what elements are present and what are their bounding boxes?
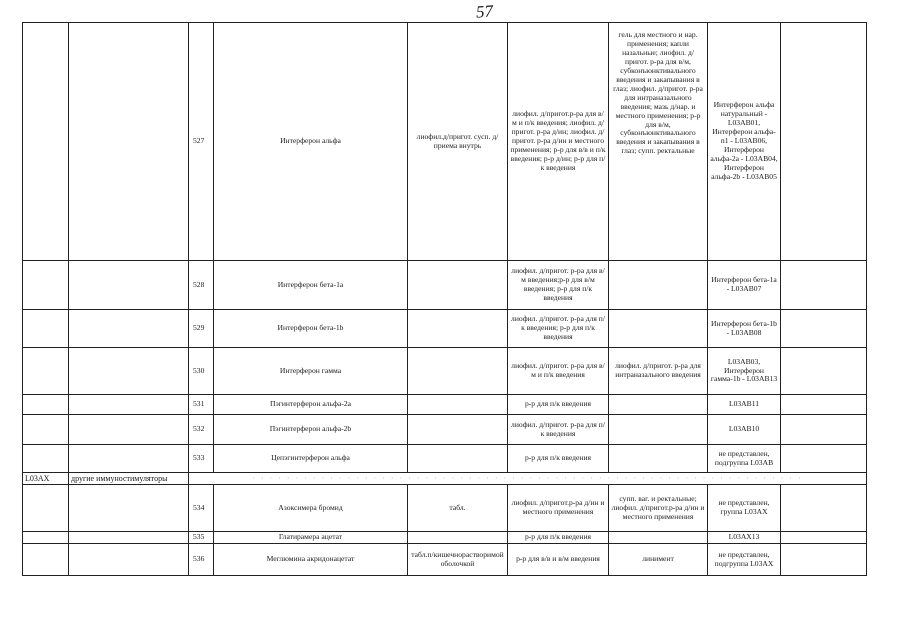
row-number: 533: [189, 445, 214, 473]
atc-code: не представлен, группа L03AX: [708, 485, 781, 532]
drug-table: [22, 22, 867, 576]
form-column-1: табл.: [408, 485, 508, 532]
form-column-3: [609, 532, 708, 544]
code-cell: [23, 445, 69, 473]
group-cell: [69, 23, 189, 261]
code-cell: [23, 532, 69, 544]
table-row: [23, 415, 867, 445]
row-number: 535: [189, 532, 214, 544]
code-cell: [23, 23, 69, 261]
atc-code: Интерферон бета-1а - L03AB07: [708, 261, 781, 310]
form-column-1: табл.п/кишечнорастворимой оболочкой: [408, 544, 508, 576]
row-number: 527: [189, 23, 214, 261]
form-column-3: [609, 445, 708, 473]
code-cell: [23, 415, 69, 445]
row-number: 529: [189, 310, 214, 348]
row-number: 530: [189, 348, 214, 395]
code-cell: [23, 485, 69, 532]
table-row: [23, 395, 867, 415]
table-row: [23, 544, 867, 576]
form-column-2: р-р для п/к введения: [508, 445, 609, 473]
table-row: [23, 310, 867, 348]
extra-cell: [781, 261, 867, 310]
form-column-3: линимент: [609, 544, 708, 576]
form-column-2: лиофил. д/пригот.р-ра д/ин и местного применения: [508, 485, 609, 532]
group-cell: [69, 415, 189, 445]
form-column-1: [408, 348, 508, 395]
group-cell: [69, 544, 189, 576]
form-column-1: [408, 261, 508, 310]
extra-cell: [781, 485, 867, 532]
table-row: [23, 348, 867, 395]
form-column-3: лиофил. д/пригот. р-ра для интраназального введения: [609, 348, 708, 395]
group-cell: [69, 532, 189, 544]
form-column-1: [408, 445, 508, 473]
extra-cell: [781, 544, 867, 576]
row-number: 532: [189, 415, 214, 445]
drug-name: Интерферон альфа: [214, 23, 408, 261]
atc-code: Интерферон бета-1b - L03AB08: [708, 310, 781, 348]
form-column-3: [609, 261, 708, 310]
form-column-3: супп. ваг. и ректальные; лиофил. д/пригот.р-ра д/ин и местного применения: [609, 485, 708, 532]
atc-code: L03AB10: [708, 415, 781, 445]
form-column-3: гель для местного и нар. применения; капли назальные; лиофил. д/пригот. р-ра для в/м, субконъюнктивального введения и закапывания в глаз; лиофил. д/пригот. р-ра для интраназального введения; мазь д/нар. и местного применения; р-р для в/м, субконъюнктивального введения и закапывания в глаз; супп. ректальные: [609, 23, 708, 261]
form-column-1: [408, 532, 508, 544]
group-cell: [69, 261, 189, 310]
extra-cell: [781, 445, 867, 473]
group-cell: [69, 395, 189, 415]
group-cell: [69, 310, 189, 348]
row-number: 531: [189, 395, 214, 415]
atc-code: L03AX13: [708, 532, 781, 544]
group-label: другие иммуностимуляторы: [69, 473, 189, 485]
form-column-2: лиофил. д/пригот. р-ра для в/м введения;р-р для в/м введения; р-р для п/к введения: [508, 261, 609, 310]
page-number: 57: [475, 1, 494, 22]
row-number: 528: [189, 261, 214, 310]
table-row: [23, 261, 867, 310]
group-row: [23, 473, 867, 485]
code-cell: [23, 395, 69, 415]
form-column-3: [609, 310, 708, 348]
form-column-1: [408, 310, 508, 348]
form-column-2: р-р для в/в и в/м введения: [508, 544, 609, 576]
group-cell: [69, 485, 189, 532]
atc-code: Интерферон альфа натуральный - L03AB01, Интерферон альфа-n1 - L03AB06, Интерферон альфа-2а - L03AB04, Интерферон альфа-2b - L03AB05: [708, 23, 781, 261]
group-faint-fill: · · · · · · · · · · · · · · · · · · · · · · · · · · · · · · · · · · · · · · · · · · · · · · · · · · · · · · · · · · · · · · · ·: [189, 473, 867, 485]
atc-code: L03AB11: [708, 395, 781, 415]
group-cell: [69, 348, 189, 395]
form-column-1: [408, 395, 508, 415]
table-row: [23, 532, 867, 544]
group-cell: [69, 445, 189, 473]
code-cell: [23, 310, 69, 348]
form-column-2: лиофил. д/пригот. р-ра для п/к введения; р-р для п/к введения: [508, 310, 609, 348]
drug-name: Пэгинтерферон альфа-2a: [214, 395, 408, 415]
form-column-1: лиофил.д/пригот. сусп. д/приема внутрь: [408, 23, 508, 261]
form-column-2: лиофил. д/пригот.р-ра для в/м и п/к введения; лиофил. д/пригот. р-ра д/ин; лиофил. д/пригот. р-ра д/ин и местного применения; р-р для в/в и п/к введения; р-р д/ин; р-р для п/к введения: [508, 23, 609, 261]
code-cell: [23, 348, 69, 395]
extra-cell: [781, 395, 867, 415]
row-number: 534: [189, 485, 214, 532]
drug-name: Интерферон бета-1b: [214, 310, 408, 348]
form-column-2: р-р для п/к введения: [508, 395, 609, 415]
drug-name: Азоксимера бромид: [214, 485, 408, 532]
extra-cell: [781, 310, 867, 348]
atc-code: не представлен, подгруппа L03AB: [708, 445, 781, 473]
group-code: L03AX: [23, 473, 69, 485]
code-cell: [23, 544, 69, 576]
form-column-2: лиофил. д/пригот. р-ра для в/м и п/к введения: [508, 348, 609, 395]
code-cell: [23, 261, 69, 310]
atc-code: L03AB03, Интерферон гамма-1b - L03AB13: [708, 348, 781, 395]
form-column-3: [609, 415, 708, 445]
drug-name: Пэгинтерферон альфа-2b: [214, 415, 408, 445]
drug-name: Глатирамера ацетат: [214, 532, 408, 544]
table-row: [23, 445, 867, 473]
table-row: [23, 23, 867, 261]
table-row: [23, 485, 867, 532]
form-column-2: р-р для п/к введения: [508, 532, 609, 544]
form-column-2: лиофил. д/пригот. р-ра для п/к введения: [508, 415, 609, 445]
form-column-1: [408, 415, 508, 445]
drug-name: Интерферон гамма: [214, 348, 408, 395]
form-column-3: [609, 395, 708, 415]
atc-code: не представлен, подгруппа L03AX: [708, 544, 781, 576]
extra-cell: [781, 532, 867, 544]
drug-name: Цепэгинтерферон альфа: [214, 445, 408, 473]
extra-cell: [781, 23, 867, 261]
row-number: 536: [189, 544, 214, 576]
extra-cell: [781, 348, 867, 395]
drug-name: Интерферон бета-1a: [214, 261, 408, 310]
extra-cell: [781, 415, 867, 445]
drug-name: Меглюмина акридонацетат: [214, 544, 408, 576]
